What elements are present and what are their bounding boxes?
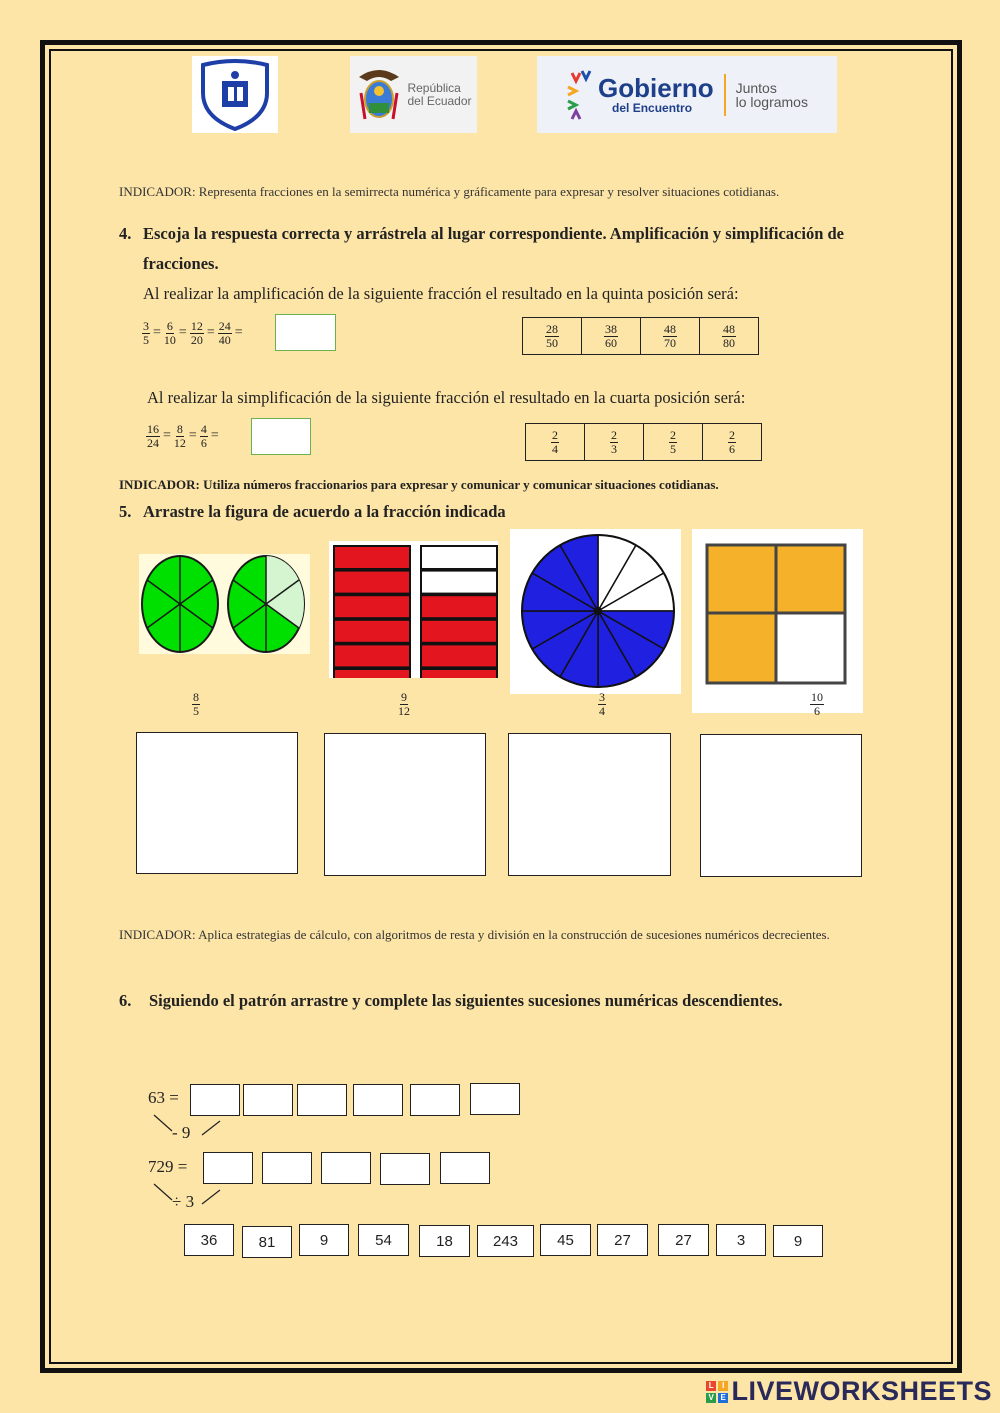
- seq1-blank[interactable]: [190, 1084, 240, 1116]
- liveworksheets-logo-icon: L I V E: [706, 1381, 728, 1403]
- fraction: $\frac{16}{24}$: [147, 421, 159, 450]
- gobierno-title: Gobierno: [598, 72, 714, 103]
- grid-cell-empty: [776, 613, 845, 683]
- option-tile[interactable]: $\frac{28}{50}$: [523, 318, 582, 355]
- indicator-1: INDICADOR: Representa fracciones en la semirrecta numérica y gráficamente para expresar y resolver situaciones cotidianas.: [119, 184, 780, 199]
- bar-cell-filled: [335, 645, 409, 666]
- q5-drop-zone-3[interactable]: [508, 733, 671, 876]
- seq2-blank[interactable]: [262, 1152, 312, 1184]
- seq1-rule: - 9: [172, 1123, 191, 1142]
- amplification-options: [522, 317, 759, 355]
- bar-cell-filled: [335, 621, 409, 642]
- blue-circle-graphic: [510, 529, 681, 694]
- number-tile[interactable]: 27: [597, 1224, 648, 1256]
- option-tile[interactable]: $\frac{2}{3}$: [585, 424, 644, 461]
- seq2-rule: ÷ 3: [172, 1192, 195, 1211]
- fraction: $\frac{12}{20}$: [190, 318, 203, 347]
- q5-number: 5.: [119, 502, 132, 521]
- amplification-sequence: $\frac{3}{5}$ = $\frac{6}{10}$ = $\frac{12}{20}$ = $\frac{24}{40}$ =: [143, 318, 243, 347]
- figure-green-ovals[interactable]: [139, 554, 310, 654]
- q5-label-3: $\frac{3}{4}$: [599, 690, 605, 718]
- number-tile[interactable]: 81: [242, 1226, 292, 1258]
- grid-cell: [707, 613, 776, 683]
- option-tile[interactable]: $\frac{38}{60}$: [582, 318, 641, 355]
- fraction: $\frac{8}{12}$: [173, 421, 186, 450]
- option-tile[interactable]: $\frac{2}{5}$: [644, 424, 703, 461]
- republica-text: República del Ecuador: [407, 80, 472, 108]
- slogan-text: Juntos lo logramos: [735, 79, 808, 110]
- q5-drop-zone-4[interactable]: [700, 734, 862, 877]
- seq1-blank[interactable]: [410, 1084, 460, 1116]
- q4-amplification-text: Al realizar la amplificación de la siguiente fracción el resultado en la quinta posición será:: [143, 284, 739, 303]
- grid-cell: [707, 545, 776, 613]
- q5-drop-zone-1[interactable]: [136, 732, 298, 874]
- bar-cell-filled: [335, 596, 409, 617]
- bar-cell-empty: [422, 547, 496, 568]
- watermark-text: LIVEWORKSHEETS: [731, 1376, 992, 1406]
- amplification-answer-drop[interactable]: [275, 314, 336, 351]
- green-ovals-graphic: [139, 554, 310, 654]
- number-tile[interactable]: 9: [299, 1224, 349, 1256]
- bar-cell-filled: [335, 547, 409, 568]
- fraction: $\frac{4}{6}$: [200, 421, 207, 450]
- seq2-blank[interactable]: [440, 1152, 490, 1184]
- indicator-3: INDICADOR: Aplica estrategias de cálculo, con algoritmos de resta y división en la construcción de sucesiones numéricos decrecientes.: [119, 927, 830, 942]
- seq1-blank[interactable]: [470, 1083, 520, 1115]
- fraction: $\frac{24}{40}$: [218, 318, 231, 347]
- gobierno-chevrons-icon: [566, 67, 596, 123]
- logo-divider: [724, 74, 726, 116]
- bar-cell-filled: [422, 596, 496, 617]
- number-tile[interactable]: 18: [419, 1225, 470, 1257]
- number-tile[interactable]: 36: [184, 1224, 234, 1256]
- gobierno-logo: [537, 56, 837, 133]
- liveworksheets-watermark[interactable]: [706, 1376, 992, 1407]
- seq2-blank[interactable]: [203, 1152, 253, 1184]
- grid-cell: [776, 545, 845, 613]
- number-tile[interactable]: 45: [540, 1224, 591, 1256]
- q5-label-4: $\frac{10}{6}$: [811, 690, 823, 718]
- option-tile[interactable]: $\frac{48}{80}$: [700, 318, 759, 355]
- q6-title: Siguiendo el patrón arrastre y complete las siguientes sucesiones numéricas descendientes.: [149, 991, 783, 1010]
- fraction: $\frac{6}{10}$: [163, 318, 176, 347]
- school-logo: [192, 56, 278, 133]
- option-tile[interactable]: $\frac{2}{4}$: [526, 424, 585, 461]
- q6-number: 6.: [119, 991, 132, 1010]
- figure-red-bars[interactable]: [329, 541, 498, 678]
- gobierno-subtitle: del Encuentro: [612, 100, 693, 115]
- option-tile[interactable]: $\frac{2}{6}$: [703, 424, 762, 461]
- q5-label-1: $\frac{8}{5}$: [193, 690, 199, 718]
- indicator-2: INDICADOR: Utiliza números fraccionarios para expresar y comunicar y comunicar situaciones cotidianas.: [119, 477, 719, 492]
- seq1-blank[interactable]: [243, 1084, 293, 1116]
- number-tile[interactable]: 54: [358, 1224, 409, 1256]
- q4-title: Escoja la respuesta correcta y arrástrela al lugar correspondiente. Amplificación y simplificación de fracciones.: [143, 224, 845, 273]
- q5-label-2: $\frac{9}{12}$: [398, 690, 410, 718]
- orange-grid-graphic: [692, 529, 863, 713]
- simplification-answer-drop[interactable]: [251, 418, 311, 455]
- number-tile[interactable]: 3: [716, 1224, 766, 1256]
- bar-cell-filled: [422, 670, 496, 678]
- fraction: $\frac{3}{5}$: [143, 318, 149, 347]
- ecuador-coat-of-arms-icon: [355, 63, 403, 127]
- seq1-label: 63 =: [148, 1088, 179, 1107]
- q4-number: 4.: [119, 224, 132, 243]
- figure-orange-grid[interactable]: [692, 529, 863, 713]
- q4-simplification-text: Al realizar la simplificación de la siguiente fracción el resultado en la cuarta posición será:: [147, 388, 746, 407]
- bar-cell-filled: [335, 670, 409, 678]
- option-tile[interactable]: $\frac{48}{70}$: [641, 318, 700, 355]
- red-bars-graphic: [329, 541, 498, 678]
- bar-cell-empty: [422, 572, 496, 593]
- q5-drop-zone-2[interactable]: [324, 733, 486, 876]
- simplification-options: [525, 423, 762, 461]
- simplification-sequence: $\frac{16}{24}$ = $\frac{8}{12}$ = $\frac{4}{6}$ =: [147, 421, 219, 450]
- school-crest-icon: [195, 59, 275, 131]
- number-tile[interactable]: 243: [477, 1225, 534, 1257]
- seq2-blank[interactable]: [321, 1152, 371, 1184]
- circle-center: [594, 607, 602, 615]
- bar-cell-filled: [422, 645, 496, 666]
- bar-cell-filled: [335, 572, 409, 593]
- number-tile[interactable]: 9: [773, 1225, 823, 1257]
- seq2-blank[interactable]: [380, 1153, 430, 1185]
- number-tile[interactable]: 27: [658, 1224, 709, 1256]
- figure-blue-circle[interactable]: [510, 529, 681, 694]
- seq1-blank[interactable]: [297, 1084, 347, 1116]
- seq2-label: 729 =: [148, 1157, 188, 1176]
- bar-cell-filled: [422, 621, 496, 642]
- seq1-blank[interactable]: [353, 1084, 403, 1116]
- republica-logo: [350, 56, 477, 133]
- q5-title: Arrastre la figura de acuerdo a la fracción indicada: [143, 502, 506, 521]
